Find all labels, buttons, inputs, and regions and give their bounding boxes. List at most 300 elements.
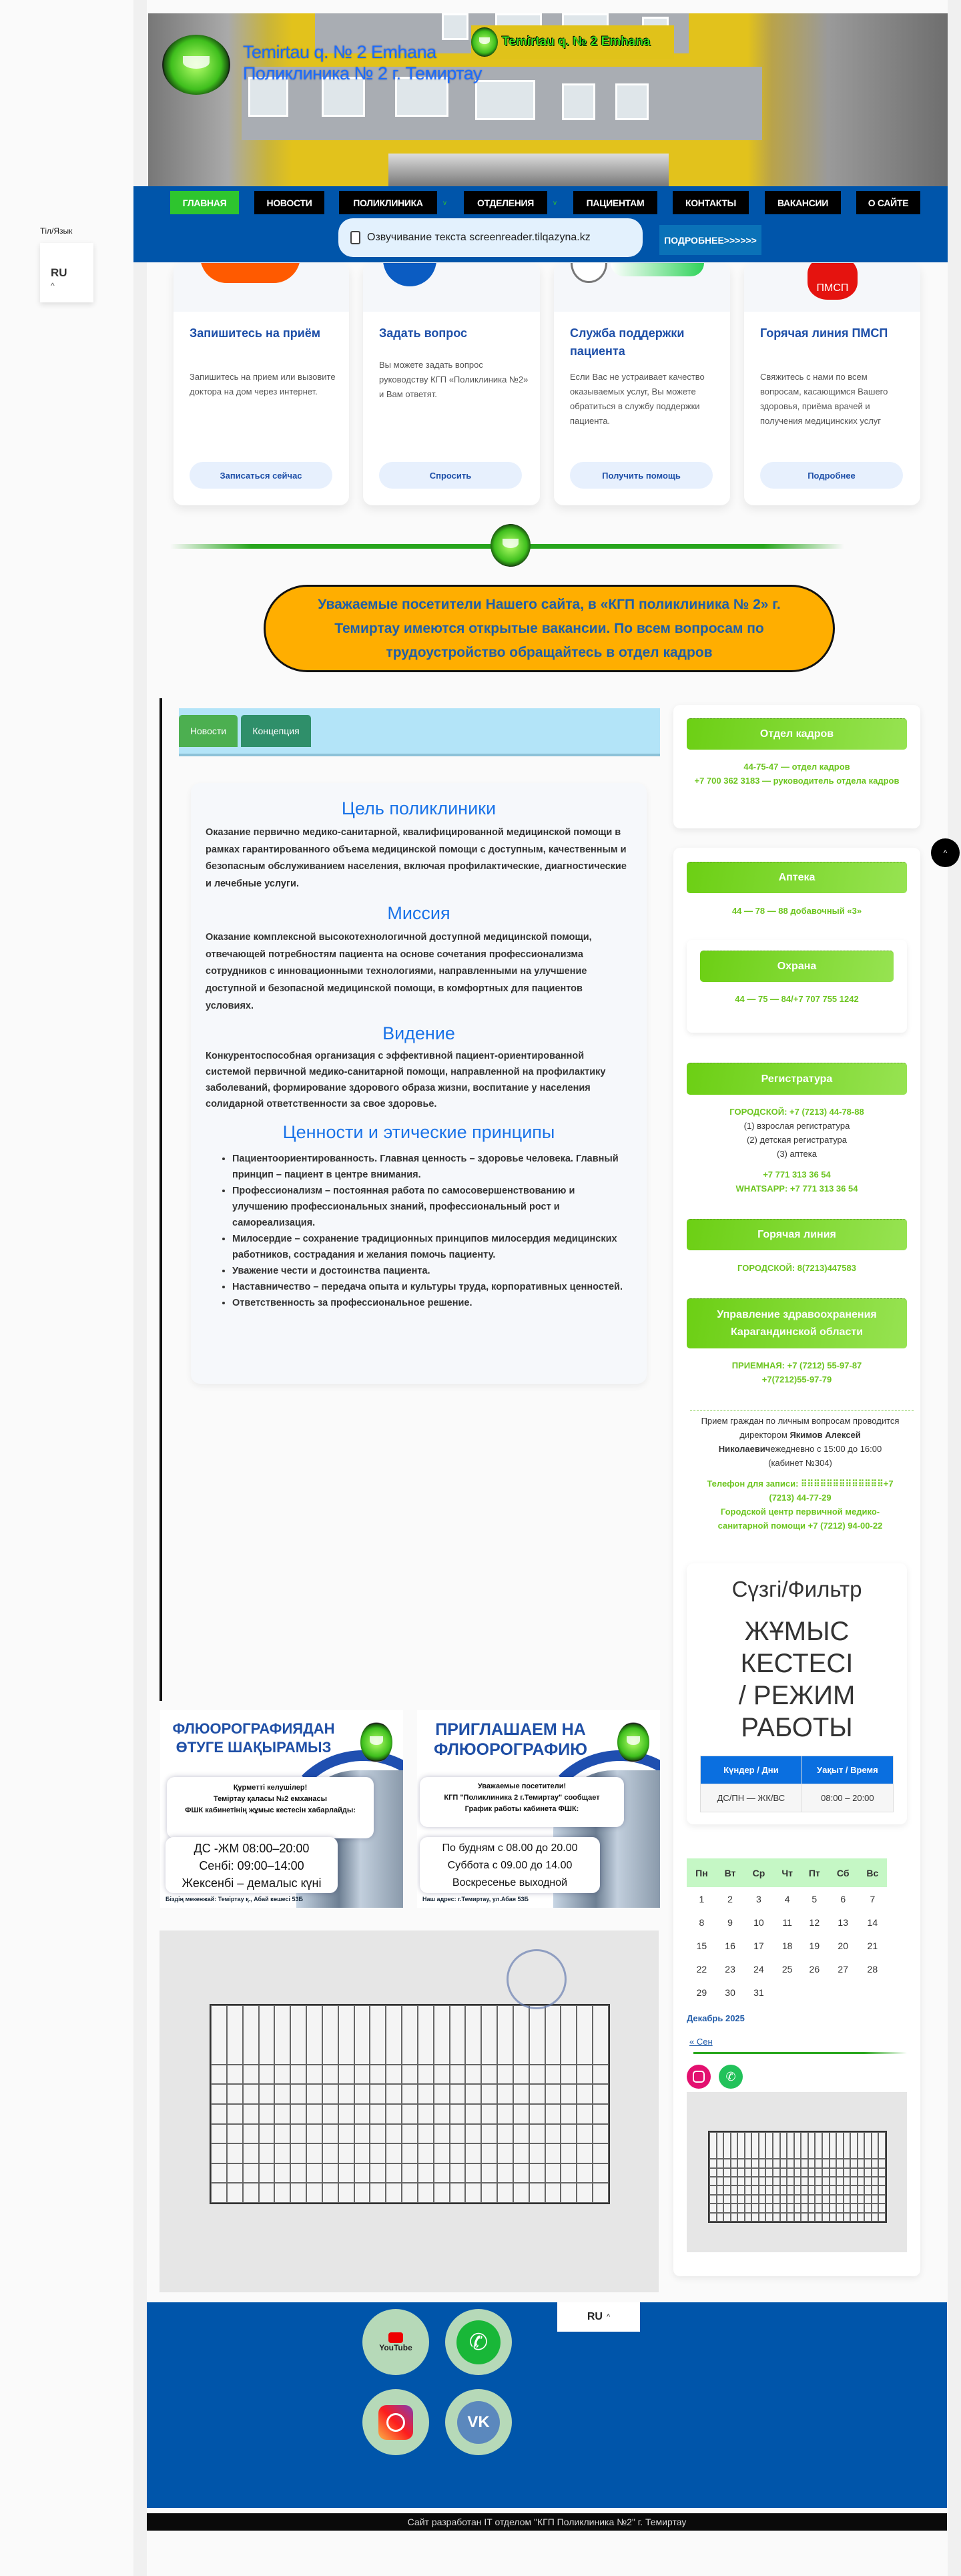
photo-table-cell [801,2195,808,2204]
photo-table-cell [844,2177,851,2185]
photo-table-cell [773,2177,780,2185]
photo-table-cell [830,2204,837,2212]
photo-table-cell [850,2204,858,2212]
scroll-to-top-button[interactable] [931,838,960,867]
photo-table-cell [306,2065,322,2085]
photo-table-cell [243,2143,259,2163]
photo-table-cell [577,2104,593,2124]
photo-table-cell [878,2168,886,2177]
photo-table-cell [822,2177,830,2185]
photo-table-cell [878,2177,886,2185]
photo-table-cell [561,2163,577,2183]
photo-table-cell [787,2177,794,2185]
photo-table-cell [709,2132,717,2159]
fluorography-poster-ru[interactable] [417,1710,660,1908]
sidebar-divider [693,2052,907,2054]
calendar-day [828,1981,858,2004]
photo-table-cell [465,2124,481,2144]
calendar-day: 22 [696,1963,707,1975]
hr-phone[interactable]: 44-75-47 — отдел кадров [743,762,850,772]
photo-table-cell [402,2104,418,2124]
photo-table-cell [497,2124,513,2144]
photo-table-cell [709,2213,717,2222]
photo-table-cell [850,2132,858,2159]
nav-polyclinic[interactable]: ПОЛИКЛИНИКА [339,191,437,214]
youtube-label: YouTube [379,2342,412,2352]
photo-table-cell [561,2005,577,2065]
photo-table-cell [794,2132,802,2159]
photo-table-cell [801,2159,808,2167]
photo-table-cell [529,2163,545,2183]
calendar-day [774,1981,801,2004]
photo-table-cell [864,2213,872,2222]
value-item: • Ответственность за профессиональное решение. [232,1295,632,1311]
photo-table-cell [745,2204,752,2212]
photo-table-cell [465,2005,481,2065]
photo-table-cell [737,2168,745,2177]
main-navigation [133,186,948,262]
youtube-icon [388,2332,403,2343]
fluorography-poster-kz[interactable] [160,1710,403,1908]
photo-table-cell [765,2168,773,2177]
photo-table-cell [872,2159,879,2167]
chevron-down-icon[interactable]: v [553,200,557,207]
photo-table-cell [872,2185,879,2194]
photo-table-cell [745,2177,752,2185]
screenreader-checkbox[interactable] [350,231,360,244]
photo-table-cell [836,2185,844,2194]
poster-hours [166,1837,338,1893]
registry-option: (3) аптека [776,1149,817,1159]
poster-hours-line: Воскресенье выходной [452,1877,568,1888]
clinic-logo[interactable] [162,35,230,95]
photo-table-cell [593,2104,609,2124]
card-title: Запишитесь на приём [190,326,321,340]
tab-concept[interactable]: Концепция [241,715,311,747]
filter-heading: Сүзгі/Фильтр [731,1577,862,1601]
get-help-button[interactable]: Получить помощь [570,462,713,489]
current-language: RU [587,2311,603,2322]
photo-table-cell [773,2204,780,2212]
photo-table-cell [878,2195,886,2204]
registry-option: (2) детская регистратура [746,1135,848,1145]
photo-table-cell [850,2177,858,2185]
photo-table-cell [545,2084,561,2104]
photo-table-cell [274,2163,290,2183]
book-now-button[interactable]: Записаться сейчас [190,462,332,489]
instagram-icon[interactable] [687,2065,711,2089]
photo-table-cell [751,2185,759,2194]
security-phone[interactable]: 44 — 75 — 84/+7 707 755 1242 [735,994,859,1004]
chevron-up-icon: ^ [51,281,55,290]
photo-table-cell [822,2195,830,2204]
card-title: Задать вопрос [379,326,468,340]
values-heading: Ценности и этические принципы [282,1122,555,1143]
calendar-day: 20 [838,1940,848,1951]
nav-about[interactable]: О САЙТЕ [856,191,920,214]
vacancies-banner[interactable]: Уважаемые посетители Нашего сайта, в «КГП поликлиника № 2» г. Темиртау имеются открытые вакансии. По всем вопросам по трудоустройство обращайтесь в отдел кадров [264,585,835,672]
photo-table-cell [864,2159,872,2167]
photo-table-cell [878,2213,886,2222]
photo-table-cell [434,2124,450,2144]
photo-table-cell [731,2213,738,2222]
photo-table-cell [864,2195,872,2204]
pharmacy-heading: Аптека [687,862,907,893]
photo-table-cell [731,2159,738,2167]
hr-head-phone[interactable]: +7 700 362 3183 — руководитель отдела кадров [694,776,900,786]
calendar-day: 15 [696,1940,707,1951]
photo-table-cell [709,2204,717,2212]
nav-departments[interactable]: ОТДЕЛЕНИЯ [464,191,547,214]
photo-table-cell [561,2183,577,2203]
left-pane [0,0,133,2576]
calendar-prev-link[interactable]: « Сен [689,2037,713,2047]
photo-table-cell [274,2065,290,2085]
photo-table-cell [815,2132,822,2159]
photo-table-cell [858,2159,865,2167]
photo-table-cell [808,2132,816,2159]
photo-table-cell [481,2143,497,2163]
screenreader-toggle[interactable] [338,218,643,257]
photo-table-cell [751,2195,759,2204]
photo-table-cell [243,2084,259,2104]
photo-table-cell [529,2005,545,2065]
photo-table-cell [386,2183,402,2203]
photo-table-cell [211,2084,227,2104]
registry-city-phone[interactable]: ГОРОДСКОЙ: +7 (7213) 44-78-88 [729,1107,864,1117]
photo-table-cell [386,2005,402,2065]
photo-table-cell [465,2084,481,2104]
photo-table-cell [872,2195,879,2204]
photo-table-cell [836,2213,844,2222]
photo-table-cell [338,2005,354,2065]
calendar-day: 9 [727,1916,733,1928]
footer-language-switcher[interactable] [557,2302,640,2332]
photo-table-cell [402,2084,418,2104]
whatsapp-link[interactable] [445,2309,512,2375]
photo-table-cell [370,2104,386,2124]
photo-table-cell [322,2183,338,2203]
photo-table-cell [465,2183,481,2203]
site-title[interactable] [243,41,482,84]
photo-table-cell [450,2124,466,2144]
photo-table-cell [322,2124,338,2144]
calendar-day: 21 [867,1940,878,1951]
photo-table-cell [290,2163,306,2183]
calendar-day: 11 [782,1916,792,1928]
doctors-schedule-photo[interactable] [159,1930,659,2292]
values-list [232,1151,632,1311]
vision-text: Конкурентоспособная организация с эффективной пациент-ориентированной системой первичной медико-санитарной помощи, направленной на профилактику заболеваний, формирование здорового образа жизни, воспитание у населения солидарной ответственности за свое здоровье. [206,1051,606,1110]
photo-table-cell [787,2159,794,2167]
hr-contacts [680,760,914,788]
chevron-down-icon[interactable]: v [443,200,446,207]
calendar-day: 18 [781,1940,793,1951]
photo-table-cell [290,2143,306,2163]
photo-table-cell [737,2177,745,2185]
photo-table-cell [822,2132,830,2159]
calendar-day: 29 [696,1987,707,1998]
calendar-day: 24 [753,1963,764,1975]
registry-option: (1) взрослая регистратура [743,1121,850,1131]
photo-table-cell [808,2185,816,2194]
calendar-weekday: Пн [687,1858,717,1887]
photo-table-cell [593,2143,609,2163]
hotline-heading: Горячая линия [687,1219,907,1250]
photo-table-cell [465,2065,481,2085]
photo-table-cell [274,2143,290,2163]
photo-table-cell [801,2177,808,2185]
photo-table-cell [759,2159,766,2167]
photo-table-cell [561,2104,577,2124]
youtube-link[interactable] [362,2309,429,2375]
health-dept-phone[interactable]: ПРИЕМНАЯ: +7 (7212) 55-97-87 [731,1360,862,1370]
photo-table-cell [386,2124,402,2144]
photo-table-cell [513,2065,529,2085]
photo-table-cell [836,2132,844,2159]
photo-table-cell [545,2183,561,2203]
nav-news[interactable]: НОВОСТИ [254,191,324,214]
photo-table-cell [717,2195,724,2204]
calendar-day: 27 [838,1963,848,1975]
photo-table-cell [864,2185,872,2194]
photo-table-cell [773,2185,780,2194]
photo-table-cell [731,2204,738,2212]
poster-address: Біздің мекенжай: Теміртау қ., Абай көшесі 53Б [166,1896,303,1902]
photo-table-cell [878,2185,886,2194]
photo-table-cell [290,2183,306,2203]
photo-table-cell [497,2084,513,2104]
photo-table-cell [850,2195,858,2204]
photo-table-cell [306,2183,322,2203]
calendar-day: 12 [809,1916,820,1928]
photo-table-cell [243,2183,259,2203]
schedule-table [700,1756,894,1812]
photo-table-cell [370,2183,386,2203]
poster-intro-line: КГП "Поликлиника 2 г.Темиртау" сообщает [444,1794,600,1802]
photo-table-cell [561,2124,577,2144]
poster-intro-line: Теміртау қаласы №2 емханасы [214,1795,327,1803]
photo-table-cell [844,2185,851,2194]
photo-table-cell [878,2159,886,2167]
vk-link[interactable] [445,2389,512,2455]
photo-table-cell [815,2213,822,2222]
photo-table-cell [513,2124,529,2144]
instagram-icon [378,2405,413,2440]
footer [147,2302,947,2508]
photo-table-cell [370,2065,386,2085]
photo-table-cell [529,2143,545,2163]
photo-table-cell [227,2065,243,2085]
photo-table-cell [450,2084,466,2104]
photo-table-cell [731,2195,738,2204]
photo-table-cell [731,2168,738,2177]
health-dept-phone[interactable]: +7(7212)55-97-79 [761,1374,832,1384]
copyright-bar: Сайт разработан IT отделом "КГП Поликлиника №2" г. Темиртау [147,2513,947,2531]
photo-table-cell [243,2065,259,2085]
photo-table-cell [745,2195,752,2204]
goal-heading: Цель поликлиники [341,798,497,818]
photo-table-cell [815,2185,822,2194]
photo-table-cell [794,2213,802,2222]
calendar [687,1858,887,2004]
photo-table-cell [759,2177,766,2185]
calendar-weekday: Ср [743,1858,773,1887]
language-switcher[interactable] [40,243,93,302]
photo-table-cell [830,2159,837,2167]
pharmacy-phone[interactable]: 44 — 78 — 88 добавочный «3» [731,906,862,916]
site-title-kz: Temirtau q. № 2 Emhana [243,42,436,62]
photo-table-cell [850,2185,858,2194]
photo-table-cell [259,2183,275,2203]
more-button[interactable]: Подробнее [760,462,903,489]
photo-table-cell [259,2143,275,2163]
photo-table-cell [787,2132,794,2159]
photo-table-cell [211,2183,227,2203]
whatsapp-icon[interactable]: ✆ [719,2065,743,2089]
photo-table-cell [274,2124,290,2144]
photo-table-cell [717,2213,724,2222]
nav-home[interactable]: ГЛАВНАЯ [170,191,239,214]
value-item: • Наставничество – передача опыта и культуры труда, корпоративных ценностей. [232,1279,632,1295]
calendar-day: 16 [725,1940,735,1951]
photo-table-cell [338,2065,354,2085]
photo-table-cell [759,2204,766,2212]
card-title: Горячая линия ПМСП [760,326,888,340]
booking-phone[interactable]: Телефон для записи: ⠿⠿⠿⠿⠿⠿⠿⠿⠿⠿⠿⠿⠿+7 (7213) 44-77-29 [707,1479,894,1503]
photo-table-cell [830,2177,837,2185]
photo-table-cell [322,2104,338,2124]
photo-table-cell [561,2084,577,2104]
photo-table-cell [338,2104,354,2124]
registry-mobile[interactable]: +7 771 313 36 54 [763,1170,831,1180]
calendar-day: 7 [870,1893,876,1904]
photo-table-cell [481,2163,497,2183]
card-appointment [174,263,349,505]
building-sign-text: Temirtau q. № 2 Emhana [502,35,651,49]
photo-table-cell [780,2177,787,2185]
photo-table-cell [386,2143,402,2163]
schedule-table-image [210,2004,610,2204]
instagram-link[interactable] [362,2389,429,2455]
nav-vacancies[interactable]: ВАКАНСИИ [765,191,841,214]
photo-table-cell [306,2084,322,2104]
photo-table-cell [243,2104,259,2124]
nav-patients[interactable]: ПАЦИЕНТАМ [573,191,657,214]
photo-table-cell [765,2204,773,2212]
concept-card [191,783,647,1384]
photo-table-cell [723,2213,731,2222]
poster-intro [167,1777,374,1838]
nav-contacts[interactable]: КОНТАКТЫ [673,191,749,214]
photo-table-cell [322,2143,338,2163]
photo-table-cell [801,2204,808,2212]
tab-news[interactable]: Новости [179,715,238,747]
value-item: • Уважение чести и достоинства пациента. [232,1263,632,1279]
photo-table-cell [259,2124,275,2144]
photo-table-cell [465,2143,481,2163]
photo-table-cell [274,2005,290,2065]
photo-table-cell [434,2005,450,2065]
screenreader-more-button[interactable]: ПОДРОБНЕЕ>>>>>> [659,225,761,255]
photo-table-cell [290,2124,306,2144]
photo-table-cell [836,2159,844,2167]
photo-table-cell [545,2124,561,2144]
photo-table-cell [822,2185,830,2194]
photo-table-cell [836,2177,844,2185]
photo-table-cell [822,2213,830,2222]
photo-table-cell [751,2177,759,2185]
calendar-day: 17 [753,1940,764,1951]
photo-table-cell [858,2177,865,2185]
photo-table-cell [864,2177,872,2185]
photo-table-cell [864,2168,872,2177]
photo-table-cell [322,2005,338,2065]
photo-table-cell [561,2143,577,2163]
photo-table-cell [497,2163,513,2183]
photo-table-cell [765,2185,773,2194]
photo-table-cell [481,2124,497,2144]
photo-table-cell [418,2084,434,2104]
photo-table-cell [577,2005,593,2065]
city-center-phone[interactable]: Городской центр первичной медико-санитарной помощи +7 (7212) 94-00-22 [717,1507,883,1531]
photo-table-cell [872,2168,879,2177]
photo-table-cell [402,2124,418,2144]
photo-table-cell [243,2124,259,2144]
building-sign [471,25,674,59]
photo-table-cell [723,2177,731,2185]
photo-table-cell [386,2104,402,2124]
question-icon [383,263,436,286]
calendar-day: 5 [812,1893,818,1904]
photo-table-cell [354,2065,370,2085]
photo-table-cell [529,2183,545,2203]
card-text: Вы можете задать вопрос руководству КГП «Поликлиника №2» и Вам ответят. [379,360,529,399]
photo-table-cell [306,2005,322,2065]
photo-table-cell [759,2132,766,2159]
poster-logo [360,1722,392,1762]
hotline-phone[interactable]: ГОРОДСКОЙ: 8(7213)447583 [737,1263,856,1273]
registry-whatsapp[interactable]: WHATSAPP: +7 771 313 36 54 [735,1184,858,1194]
photo-table-cell [780,2185,787,2194]
photo-table-cell [481,2183,497,2203]
poster-hours-line: Суббота с 09.00 до 14.00 [447,1860,573,1871]
photo-table-cell [529,2065,545,2085]
photo-table-cell [745,2185,752,2194]
photo-table-cell [844,2132,851,2159]
photo-table-cell [211,2163,227,2183]
photo-table-cell [593,2065,609,2085]
reception-hours: ежедневно с 15:00 до 16:00 (кабинет №304) [768,1444,882,1468]
ask-button[interactable]: Спросить [379,462,522,489]
mission-text: Оказание комплексной высокотехнологичной доступной медицинской помощи, отвечающей потребностям пациента на основе сочетания профессионализма сотрудников с инновационными технологиями, направленными на улучшение доступной и безопасной медицинской помощи, в комфортных для пациентов условиях. [206,931,592,1011]
card-illustration [744,263,920,312]
photo-table-cell [465,2163,481,2183]
photo-table-cell [723,2159,731,2167]
photo-table-cell [577,2183,593,2203]
photo-table-cell [497,2104,513,2124]
poster-hours-line: Сенбі: 09:00–14:00 [199,1859,304,1872]
photo-table-cell [561,2065,577,2085]
photo-table-cell [434,2143,450,2163]
photo-table-cell [794,2195,802,2204]
poster-intro-line: Құрметті келушілер! [233,1784,308,1792]
schedule-photo-thumbnail[interactable] [687,2092,907,2252]
photo-table-cell [513,2143,529,2163]
photo-table-cell [290,2005,306,2065]
calendar-week [687,1934,887,1957]
photo-table-cell [211,2124,227,2144]
